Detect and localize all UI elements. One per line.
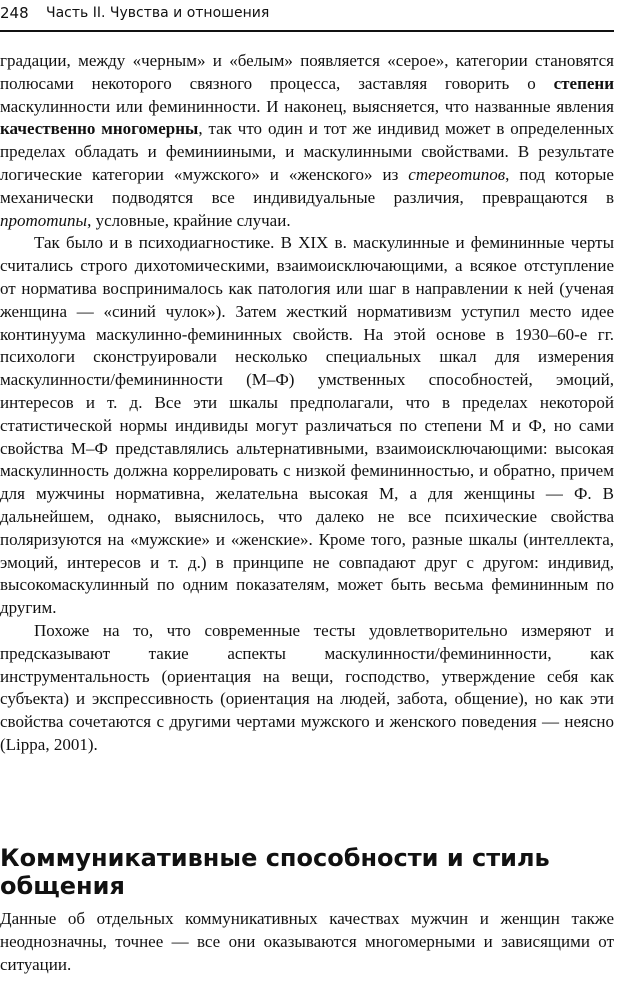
paragraph-1-text-b: маскулинности или фемининности. И наконец, выясняется, что названные явления [0, 96, 614, 116]
paragraph-4: Данные об отдельных коммуникативных качествах мужчин и женщин также неоднозначны, точнее — все они оказываются многомерными и зависящими от ситуации. [0, 909, 614, 974]
paragraph-1-text-e: , условные, крайние случаи. [87, 210, 291, 230]
paragraph-2: Так было и в психодиагностике. В XIX в. маскулинные и фемининные черты считались строго дихотомическими, взаимоисключающими, а всякое отступление от норматива воспринималось как патология или шаг в направлении к ней (ученая женщина — «синий чулок»). Затем жесткий нормативизм уступил место идее континуума маскулинно-фемининных свойств. На этой основе в 1930–60-е гг. психологи сконструировали несколько специальных шкал для измерения маскулинности/фемининности (М–Ф) умственных способностей, эмоций, интересов и т. д. Все эти шкалы предполагали, что в пределах некоторой статистической нормы индивиды могут различаться по степени М и Ф, но сами свойства М–Ф представлялись альтернативными, взаимоисключающими: высокая маскулинность должна коррелировать с низкой фемининностью, и обратно, причем для мужчины нормативна, желательна высокая М, а для женщины — Ф. В дальнейшем, однако, выяснилось, что далеко не все психические свойства поляризуются на «мужские» и «женские». Кроме того, разные шкалы (интеллекта, эмоций, интересов и т. д.) в принципе не совпадают друг с другом: индивид, высокомаскулинный по одним показателям, может быть весьма фемининным по другим. [0, 233, 614, 618]
section-heading: Коммуникативные способности и стиль общения [0, 844, 550, 900]
paragraph-1-text-c: , так что один и тот же индивид может в определенных пределах обладать и феминииными, и маскулинными свойствами. В результате логические категории «мужского» и «женского» из [0, 119, 614, 184]
paragraph-1-text-a: градации, между «черным» и «белым» появляется «серое», категории становятся полюсами некоторого связного процесса, заставляя говорить о [0, 51, 614, 93]
page-number: 248 [0, 4, 29, 22]
section-body [0, 908, 614, 976]
bold-term-stepeni: степени [553, 73, 614, 93]
italic-term-prototypes: прототипы [0, 210, 88, 230]
running-title: Часть II. Чувства и отношения [46, 5, 270, 21]
paragraph-1-text-d: , под которые механически подводятся все индивидуальные различия, превращаются в [0, 164, 614, 207]
paragraph-3: Похоже на то, что современные тесты удовлетворительно измеряют и предсказывают такие аспекты маскулинности/фемининности, как инструментальность (ориентация на вещи, господство, утверждение себя как субъекта) и экспрессивность (ориентация на людей, забота, общение), но как эти свойства сочетаются с другими чертами мужского и женского поведения — неясно (Lippa, 2001). [0, 620, 614, 754]
header-rule [0, 30, 614, 32]
page-header [0, 2, 620, 28]
body-text [0, 50, 614, 757]
italic-term-stereotypes: стереотипов [408, 164, 506, 184]
paragraph-1 [0, 50, 614, 232]
bold-term-multidimensional: качественно многомерны [0, 119, 199, 139]
